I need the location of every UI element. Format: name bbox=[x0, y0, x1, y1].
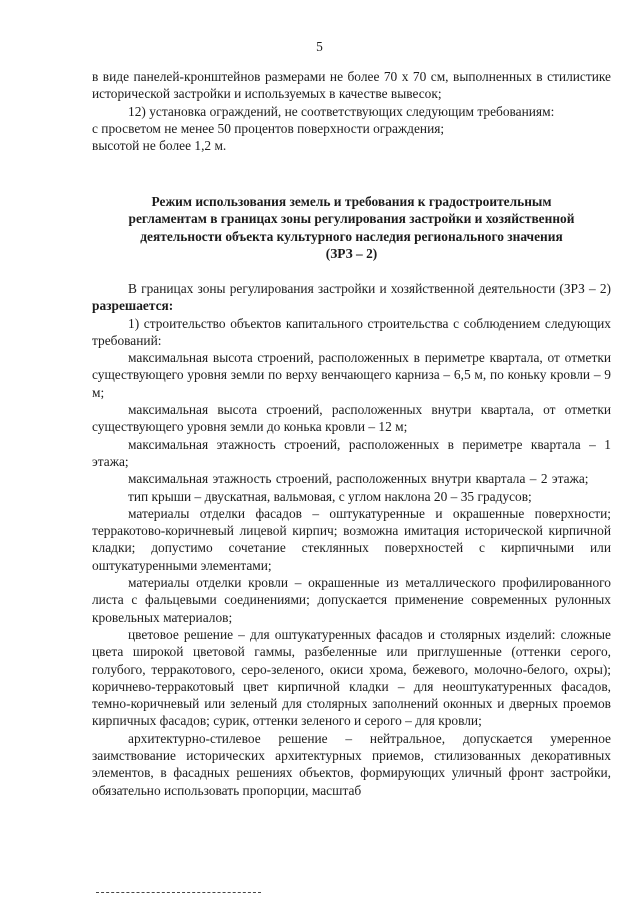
paragraph-facade-materials: материалы отделки фасадов – оштукатуренные и окрашенные поверхности; терракотово-коричневый лицевой кирпич; возможна имитация исторической кирпичной кладки; допустимо сочетание стеклянных поверхностей с кирпичными или оштукатуренными элементами; bbox=[92, 505, 611, 573]
page-number: 5 bbox=[316, 39, 323, 54]
paragraph-max-height-perimeter: максимальная высота строений, расположенных в периметре квартала, от отметки существующего уровня земли по верху венчающего карниза – 6,5 м, по коньку кровли – 9 м; bbox=[92, 350, 611, 400]
paragraph-roof-type: тип крыши – двускатная, вальмовая, с углом наклона 20 – 35 градусов; bbox=[128, 488, 532, 504]
paragraph-floors-inside: максимальная этажность строений, расположенных внутри квартала – 2 этажа; bbox=[128, 471, 589, 487]
paragraph-height: высотой не более 1,2 м. bbox=[92, 138, 227, 154]
bottom-scan-line bbox=[96, 892, 261, 894]
paragraph-intro bbox=[92, 280, 611, 315]
heading-line-2: регламентам в границах зоны регулирования застройки и хозяйственной bbox=[128, 211, 575, 227]
section-heading bbox=[88, 193, 615, 262]
top-block bbox=[92, 68, 611, 154]
heading-line-1: Режим использования земель и требования к градостроительным bbox=[151, 194, 552, 209]
paragraph-fences: 12) установка ограждений, не соответствующих следующим требованиям: bbox=[128, 103, 555, 119]
paragraph-item-1: 1) строительство объектов капитального строительства с соблюдением следующих требований: bbox=[92, 315, 611, 348]
intro-text: В границах зоны регулирования застройки и хозяйственной деятельности (ЗРЗ – 2) bbox=[128, 281, 611, 296]
paragraph-clearance: с просветом не менее 50 процентов поверхности ограждения; bbox=[92, 120, 445, 136]
paragraph-max-height-inside: максимальная высота строений, расположенных внутри квартала, от отметки существующего уровня земли до конька кровли – 12 м; bbox=[92, 402, 611, 435]
heading-line-4: (ЗРЗ – 2) bbox=[325, 245, 378, 261]
intro-bold: разрешается: bbox=[92, 298, 174, 314]
paragraph-roof-materials: материалы отделки кровли – окрашенные из металлического профилированного листа с фальцевыми соединениями; допускается применение современных рулонных кровельных материалов; bbox=[92, 575, 611, 625]
paragraph-architectural-style: архитектурно-стилевое решение – нейтральное, допускается умеренное заимствование исторических архитектурных приемов, стилизованных декоративных элементов, в фасадных решениях объектов, формирующих уличный фронт застройки, обязательно использовать пропорции, масштаб bbox=[92, 730, 611, 798]
paragraph-color-solution: цветовое решение – для оштукатуренных фасадов и столярных изделий: сложные цвета широкой цветовой гаммы, разбеленные или приглушенные (оттенки серого, голубого, терракотового, серо-зеленого, окиси хрома, бежевого, молочно-белого, охры); коричнево-терракотовый цвет кирпичной кладки – для неоштукатуренных фасадов, темно-коричневый или зеленый для столярных заполнений оконных и дверных проемов кирпичных фасадов; сурик, оттенки зеленого и серого – для кровли; bbox=[92, 626, 611, 729]
paragraph-floors-perimeter: максимальная этажность строений, расположенных в периметре квартала – 1 этажа; bbox=[92, 436, 611, 469]
paragraph-signage: в виде панелей-кронштейнов размерами не более 70 х 70 см, выполненных в стилистике исторической застройки и используемых в качестве вывесок; bbox=[92, 69, 611, 102]
heading-line-3: деятельности объекта культурного наследия регионального значения bbox=[140, 228, 563, 244]
main-body bbox=[92, 280, 611, 799]
